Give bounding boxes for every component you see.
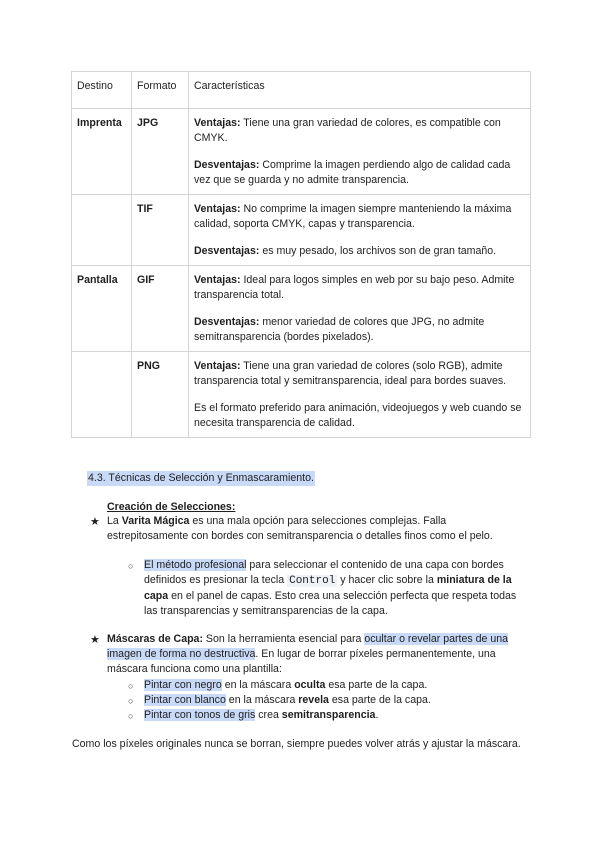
table-row: [72, 195, 531, 266]
mask-item-gris: Pintar con tonos de gris crea semitransparencia.: [144, 709, 379, 721]
circle-bullet-icon: ○: [128, 561, 134, 571]
header-caracteristicas: Características: [189, 72, 531, 109]
circle-bullet-icon: ○: [128, 681, 134, 691]
destino-cell: Pantalla: [72, 266, 132, 352]
caracteristicas-cell: [189, 195, 531, 266]
formato-cell: PNG: [132, 352, 189, 438]
ventajas-text: Ventajas: No comprime la imagen siempre manteniendo la máxima calidad, soporta CMYK, capas y transparencia.: [194, 203, 512, 230]
extra-text: Es el formato preferido para animación, videojuegos y web cuando se necesita transparencia de calidad.: [194, 402, 522, 429]
subheading-creacion: Creación de Selecciones:: [107, 501, 236, 513]
destino-cell: Imprenta: [72, 109, 132, 195]
destino-cell: [72, 352, 132, 438]
bullet-mascaras: Máscaras de Capa: Son la herramienta esencial para ocultar o revelar partes de una imagen de forma no destructiva. En lugar de borrar píxeles permanentemente, una máscara funciona como una plantilla:: [107, 633, 509, 675]
desventajas-text: Desventajas: Comprime la imagen perdiendo algo de calidad cada vez que se guarda y no admite transparencia.: [194, 159, 511, 186]
formato-cell: TIF: [132, 195, 189, 266]
caracteristicas-cell: [189, 109, 531, 195]
ventajas-text: Ventajas: Ideal para logos simples en web por su bajo peso. Admite transparencia total.: [194, 274, 515, 301]
circle-bullet-icon: ○: [128, 696, 134, 706]
destino-cell: [72, 195, 132, 266]
bullet-metodo-profesional: El método profesional para seleccionar el contenido de una capa con bordes definidos es presionar la tecla Control y hacer clic sobre la miniatura de la capa en el panel de capas. Esto crea una selección perfecta que respeta todas las transparencias y semitransparencias de la capa.: [144, 559, 517, 617]
table-header-row: [72, 72, 531, 109]
caracteristicas-cell: [189, 266, 531, 352]
caracteristicas-cell: [189, 352, 531, 438]
star-bullet-icon: ★: [90, 516, 100, 528]
section-heading: 4.3. Técnicas de Selección y Enmascaramiento.: [88, 472, 314, 484]
formato-cell: GIF: [132, 266, 189, 352]
mask-item-negro: Pintar con negro en la máscara oculta esa parte de la capa.: [144, 679, 428, 691]
desventajas-text: Desventajas: es muy pesado, los archivos son de gran tamaño.: [194, 245, 497, 257]
ventajas-text: Ventajas: Tiene una gran variedad de colores, es compatible con CMYK.: [194, 117, 501, 144]
table-row: [72, 266, 531, 352]
bullet-varita: La Varita Mágica es una mala opción para selecciones complejas. Falla estrepitosamente con bordes con semitransparencia o detalles finos como el pelo.: [107, 515, 493, 542]
desventajas-text: Desventajas: menor variedad de colores que JPG, no admite semitransparencia (bordes pixelados).: [194, 316, 485, 343]
star-bullet-icon: ★: [90, 634, 100, 646]
formato-cell: JPG: [132, 109, 189, 195]
header-formato: Formato: [132, 72, 189, 109]
ventajas-text: Ventajas: Tiene una gran variedad de colores (solo RGB), admite transparencia total y semitransparencia, ideal para bordes suaves.: [194, 360, 507, 387]
mask-item-blanco: Pintar con blanco en la máscara revela esa parte de la capa.: [144, 694, 431, 706]
header-destino: Destino: [72, 72, 132, 109]
footer-paragraph: Como los píxeles originales nunca se borran, siempre puedes volver atrás y ajustar la máscara.: [72, 738, 521, 750]
table-row: [72, 109, 531, 195]
table-row: [72, 352, 531, 438]
formats-table: [71, 71, 531, 438]
circle-bullet-icon: ○: [128, 711, 134, 721]
